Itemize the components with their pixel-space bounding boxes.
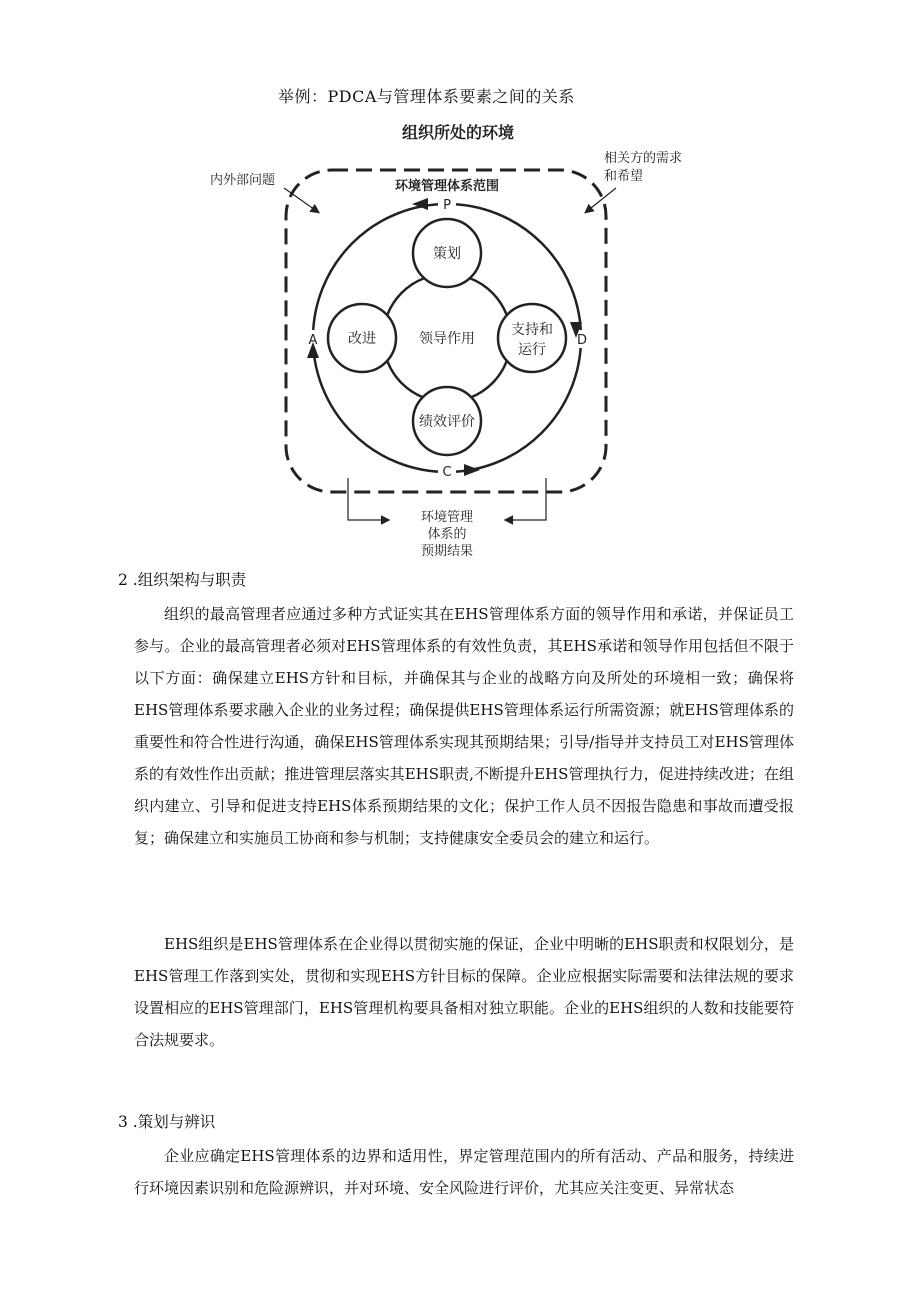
section-2-heading: 2 .组织架构与职责 [118, 571, 247, 589]
outcome-bracket-right [506, 478, 546, 520]
intended-outcome-label-line2: 体系的 [427, 527, 467, 542]
internal-external-issues-label: 内外部问题 [210, 173, 276, 188]
phase-d-label: D [576, 333, 588, 348]
intended-outcome-label-line3: 预期结果 [420, 544, 474, 559]
section-2-paragraph-2: EHS组织是EHS管理体系在企业得以贯彻实施的保证，企业中明晰的EHS职责和权限划分，是EHS管理工作落到实处，贯彻和实现EHS方针目标的保障。企业应根据实际需要和法律法规的要求设置相应的EHS管理部门，EHS管理机构要具备相对独立职能。企业的EHS组织的人数和技能要符合法规要求。 [134, 935, 794, 1049]
pdca-diagram [210, 108, 683, 560]
phase-a-label: A [308, 333, 318, 348]
stakeholder-needs-label-line2: 和希望 [604, 169, 644, 184]
phase-p-label: P [443, 198, 451, 213]
stakeholder-needs-label-line1: 相关方的需求 [604, 151, 683, 166]
intended-outcome-label-line1: 环境管理 [420, 510, 474, 525]
leadership-label: 领导作用 [419, 331, 475, 347]
support-operation-label-line2: 运行 [518, 342, 546, 358]
pdca-diagram-svg [210, 108, 683, 560]
phase-c-label: C [442, 465, 452, 480]
plan-label: 策划 [433, 246, 461, 262]
internal-external-arrow [284, 188, 318, 212]
section-3-heading: 3 .策划与辨识 [118, 1113, 216, 1131]
cycle-arrow-dc [464, 464, 480, 476]
scope-label: 环境管理体系范围 [394, 179, 500, 194]
outcome-bracket-left [348, 478, 388, 520]
improvement-label: 改进 [348, 331, 376, 347]
section-2-paragraph-1: 组织的最高管理者应通过多种方式证实其在EHS管理体系方面的领导作用和承诺，并保证员工参与。企业的最高管理者必须对EHS管理体系的有效性负责，其EHS承诺和领导作用包括但不限于以下方面：确保建立EHS方针和目标，并确保其与企业的战略方向及所处的环境相一致；确保将EHS管理体系要求融入企业的业务过程；确保提供EHS管理体系运行所需资源；就EHS管理体系的重要性和符合性进行沟通，确保EHS管理体系实现其预期结果；引导/指导并支持员工对EHS管理体系的有效性作出贡献；推进管理层落实其EHS职责,不断提升EHS管理执行力，促进持续改进；在组织内建立、引导和促进支持EHS体系预期结果的文化；保护工作人员不因报告隐患和事故而遭受报复；确保建立和实施员工协商和参与机制；支持健康安全委员会的建立和运行。 [134, 605, 794, 847]
stakeholder-needs-arrow [586, 188, 616, 212]
support-operation-label-line1: 支持和 [511, 322, 553, 338]
figure-caption: 举例：PDCA与管理体系要素之间的关系 [278, 87, 575, 106]
performance-evaluation-label: 绩效评价 [419, 414, 475, 430]
diagram-title: 组织所处的环境 [401, 123, 515, 142]
support-operation-circle [498, 304, 566, 372]
section-3-paragraph-1: 企业应确定EHS管理体系的边界和适用性，界定管理范围内的所有活动、产品和服务，持续进行环境因素识别和危险源辨识，并对环境、安全风险进行评价，尤其应关注变更、异常状态 [134, 1147, 794, 1197]
